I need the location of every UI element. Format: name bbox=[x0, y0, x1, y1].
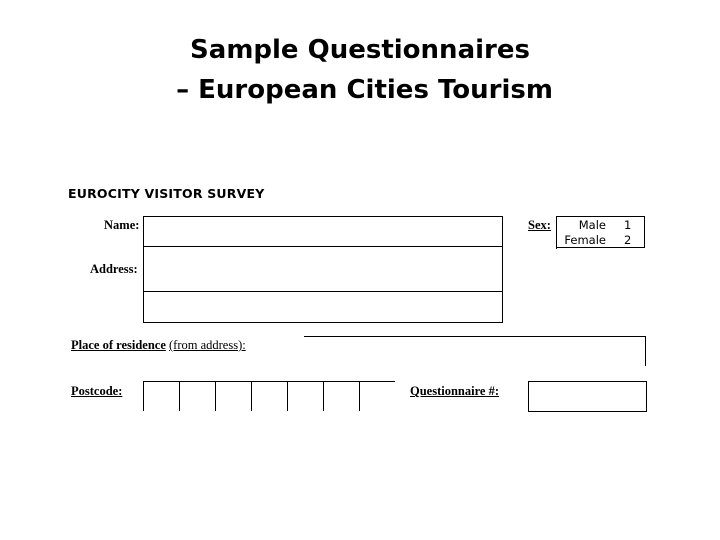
sex-label: Sex: bbox=[528, 218, 551, 232]
questionnaire-number-field[interactable] bbox=[528, 381, 647, 412]
name-field[interactable] bbox=[143, 216, 503, 247]
residence-label-main: Place of residence bbox=[71, 338, 166, 352]
title-line-1: Sample Questionnaires bbox=[190, 35, 530, 65]
address-label: Address: bbox=[90, 262, 138, 276]
slide-title bbox=[0, 30, 720, 110]
survey-heading: EUROCITY VISITOR SURVEY bbox=[68, 186, 265, 201]
sex-option-code: 2 bbox=[624, 233, 632, 247]
residence-label bbox=[71, 338, 246, 353]
postcode-label: Postcode: bbox=[71, 384, 123, 398]
postcode-cell[interactable] bbox=[251, 381, 287, 411]
postcode-cell[interactable] bbox=[323, 381, 359, 411]
sex-options bbox=[556, 216, 645, 248]
title-line-2: – European Cities Tourism bbox=[167, 75, 553, 105]
questionnaire-label: Questionnaire #: bbox=[410, 384, 500, 398]
postcode-cell[interactable] bbox=[143, 381, 179, 411]
sex-option-label: Female bbox=[564, 233, 606, 247]
sex-option-male[interactable] bbox=[556, 218, 644, 232]
postcode-cell[interactable] bbox=[287, 381, 323, 411]
address-field-line-2[interactable] bbox=[143, 291, 503, 323]
name-label: Name: bbox=[104, 218, 140, 232]
sex-option-label: Male bbox=[578, 218, 606, 232]
sex-option-code: 1 bbox=[624, 218, 632, 232]
postcode-cell[interactable] bbox=[359, 381, 395, 411]
postcode-cell[interactable] bbox=[179, 381, 215, 411]
postcode-cell[interactable] bbox=[215, 381, 251, 411]
address-field-line-1[interactable] bbox=[143, 246, 503, 292]
residence-label-note: (from address): bbox=[169, 338, 246, 352]
sex-option-female[interactable] bbox=[556, 233, 644, 247]
